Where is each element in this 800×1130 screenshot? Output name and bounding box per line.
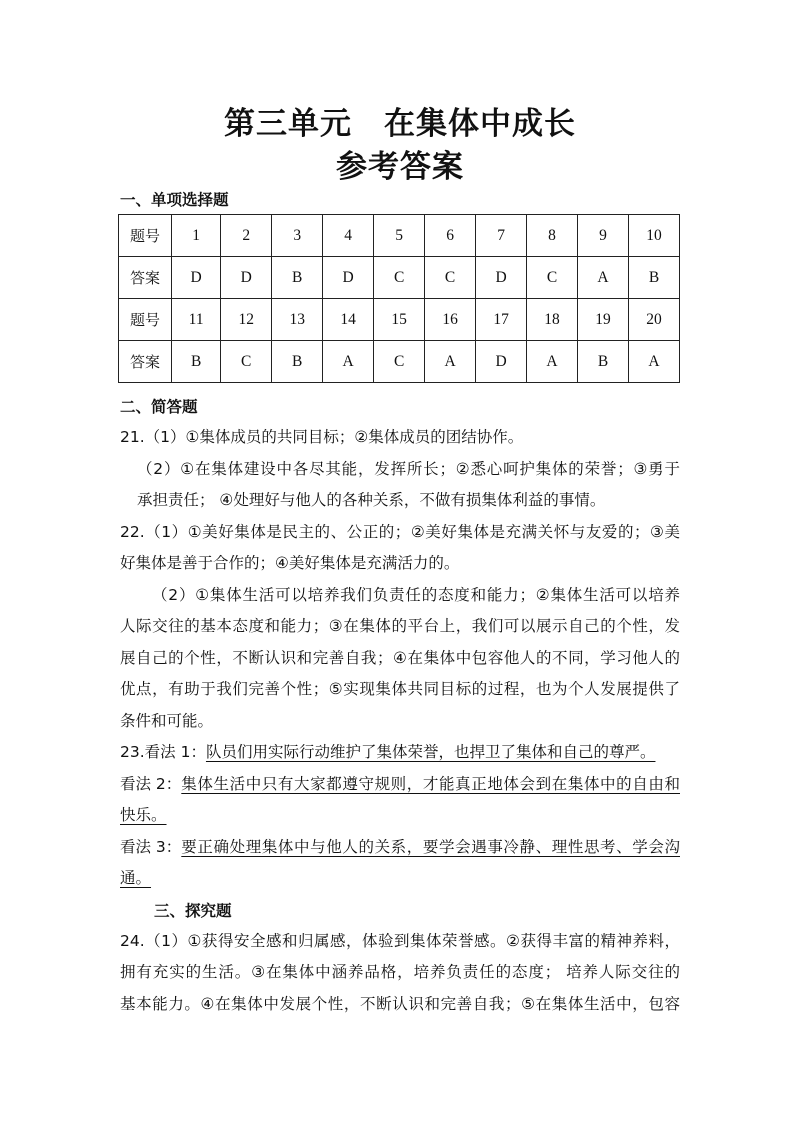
answer-24-line3: 基本能力。④在集体中发展个性，不断认识和完善自我；⑤在集体生活中，包容 (120, 995, 680, 1013)
answer-cell: C (425, 257, 476, 299)
answer-21-1: 21.（1）①集体成员的共同目标；②集体成员的团结协作。 (120, 428, 524, 446)
question-number: 6 (425, 215, 476, 257)
table-row (119, 341, 680, 383)
question-number: 9 (578, 215, 629, 257)
answer-cell: C (374, 341, 425, 383)
question-number: 18 (527, 299, 578, 341)
answer-21-2-line2: 承担责任； ④处理好与他人的各种关系，不做有损集体利益的事情。 (137, 491, 606, 509)
answer-cell: D (221, 257, 272, 299)
answer-22-2-line1: （2）①集体生活可以培养我们负责任的态度和能力；②集体生活可以培养 (152, 586, 680, 604)
answer-22-2-line2: 人际交往的基本态度和能力；③在集体的平台上，我们可以展示自己的个性，发 (120, 617, 680, 635)
answer-cell: B (272, 257, 323, 299)
section-heading-short-answer: 二、简答题 (120, 398, 198, 416)
question-number: 10 (628, 215, 679, 257)
question-number: 8 (527, 215, 578, 257)
question-number: 13 (272, 299, 323, 341)
answer-24-line1: 24.（1）①获得安全感和归属感，体验到集体荣誉感。②获得丰富的精神养料， (120, 932, 680, 950)
answer-cell: B (272, 341, 323, 383)
question-number: 1 (172, 215, 221, 257)
section-heading-inquiry: 三、探究题 (154, 902, 232, 920)
row-label: 答案 (119, 341, 172, 383)
answer-cell: A (323, 341, 374, 383)
view-label: 看法 2： (120, 775, 182, 793)
answer-cell: B (578, 341, 629, 383)
question-number: 4 (323, 215, 374, 257)
question-number: 16 (425, 299, 476, 341)
question-number: 11 (172, 299, 221, 341)
answer-22-2-line4: 优点，有助于我们完善个性；⑤实现集体共同目标的过程，也为个人发展提供了 (120, 680, 680, 698)
question-number: 14 (323, 299, 374, 341)
answer-22-1-line1: 22.（1）①美好集体是民主的、公正的；②美好集体是充满关怀与友爱的；③美 (120, 523, 680, 541)
question-number: 2 (221, 215, 272, 257)
answer-21-2-line1: （2）①在集体建设中各尽其能，发挥所长；②悉心呵护集体的荣誉；③勇于 (137, 460, 680, 478)
answer-cell: B (172, 341, 221, 383)
answer-23-view3-line2: 通。 (120, 869, 152, 887)
answer-cell: C (527, 257, 578, 299)
answer-23-view2-line2: 快乐。 (120, 806, 167, 824)
question-number: 12 (221, 299, 272, 341)
answer-cell: D (476, 257, 527, 299)
answer-cell: D (172, 257, 221, 299)
row-label: 题号 (119, 215, 172, 257)
answer-cell: C (374, 257, 425, 299)
answer-22-2-line5: 条件和可能。 (120, 712, 214, 730)
table-row (119, 215, 680, 257)
answer-24-line2: 拥有充实的生活。③在集体中涵养品格，培养负责任的态度； 培养人际交往的 (120, 963, 680, 981)
row-label: 题号 (119, 299, 172, 341)
answer-22-1-line2: 好集体是善于合作的；④美好集体是充满活力的。 (120, 554, 460, 572)
answer-cell: A (425, 341, 476, 383)
question-number: 19 (578, 299, 629, 341)
answer-cell: D (476, 341, 527, 383)
view-label: 23.看法 1： (120, 743, 206, 761)
answer-cell: A (527, 341, 578, 383)
answer-cell: A (628, 341, 679, 383)
question-number: 17 (476, 299, 527, 341)
answer-key-title: 参考答案 (336, 149, 464, 185)
answer-23-view1 (120, 740, 655, 762)
answer-cell: D (323, 257, 374, 299)
question-number: 3 (272, 215, 323, 257)
table-row (119, 299, 680, 341)
view-text: 要正确处理集体中与他人的关系，要学会遇事冷静、理性思考、学会沟 (181, 838, 680, 856)
view-label: 看法 3： (120, 838, 182, 856)
view-text: 集体生活中只有大家都遵守规则，才能真正地体会到在集体中的自由和 (181, 775, 680, 793)
view-text: 队员们用实际行动维护了集体荣誉，也捍卫了集体和自己的尊严。 (205, 743, 656, 761)
unit-title: 第三单元 在集体中成长 (224, 106, 576, 142)
table-row (119, 257, 680, 299)
section-heading-choice: 一、单项选择题 (120, 191, 229, 209)
answer-23-view3-line1 (120, 835, 680, 857)
answer-table (118, 214, 680, 383)
question-number: 7 (476, 215, 527, 257)
answer-cell: C (221, 341, 272, 383)
question-number: 20 (628, 299, 679, 341)
answer-22-2-line3: 展自己的个性，不断认识和完善自我；④在集体中包容他人的不同，学习他人的 (120, 649, 680, 667)
answer-cell: A (578, 257, 629, 299)
question-number: 15 (374, 299, 425, 341)
row-label: 答案 (119, 257, 172, 299)
question-number: 5 (374, 215, 425, 257)
answer-23-view2-line1 (120, 772, 680, 794)
answer-cell: B (628, 257, 679, 299)
